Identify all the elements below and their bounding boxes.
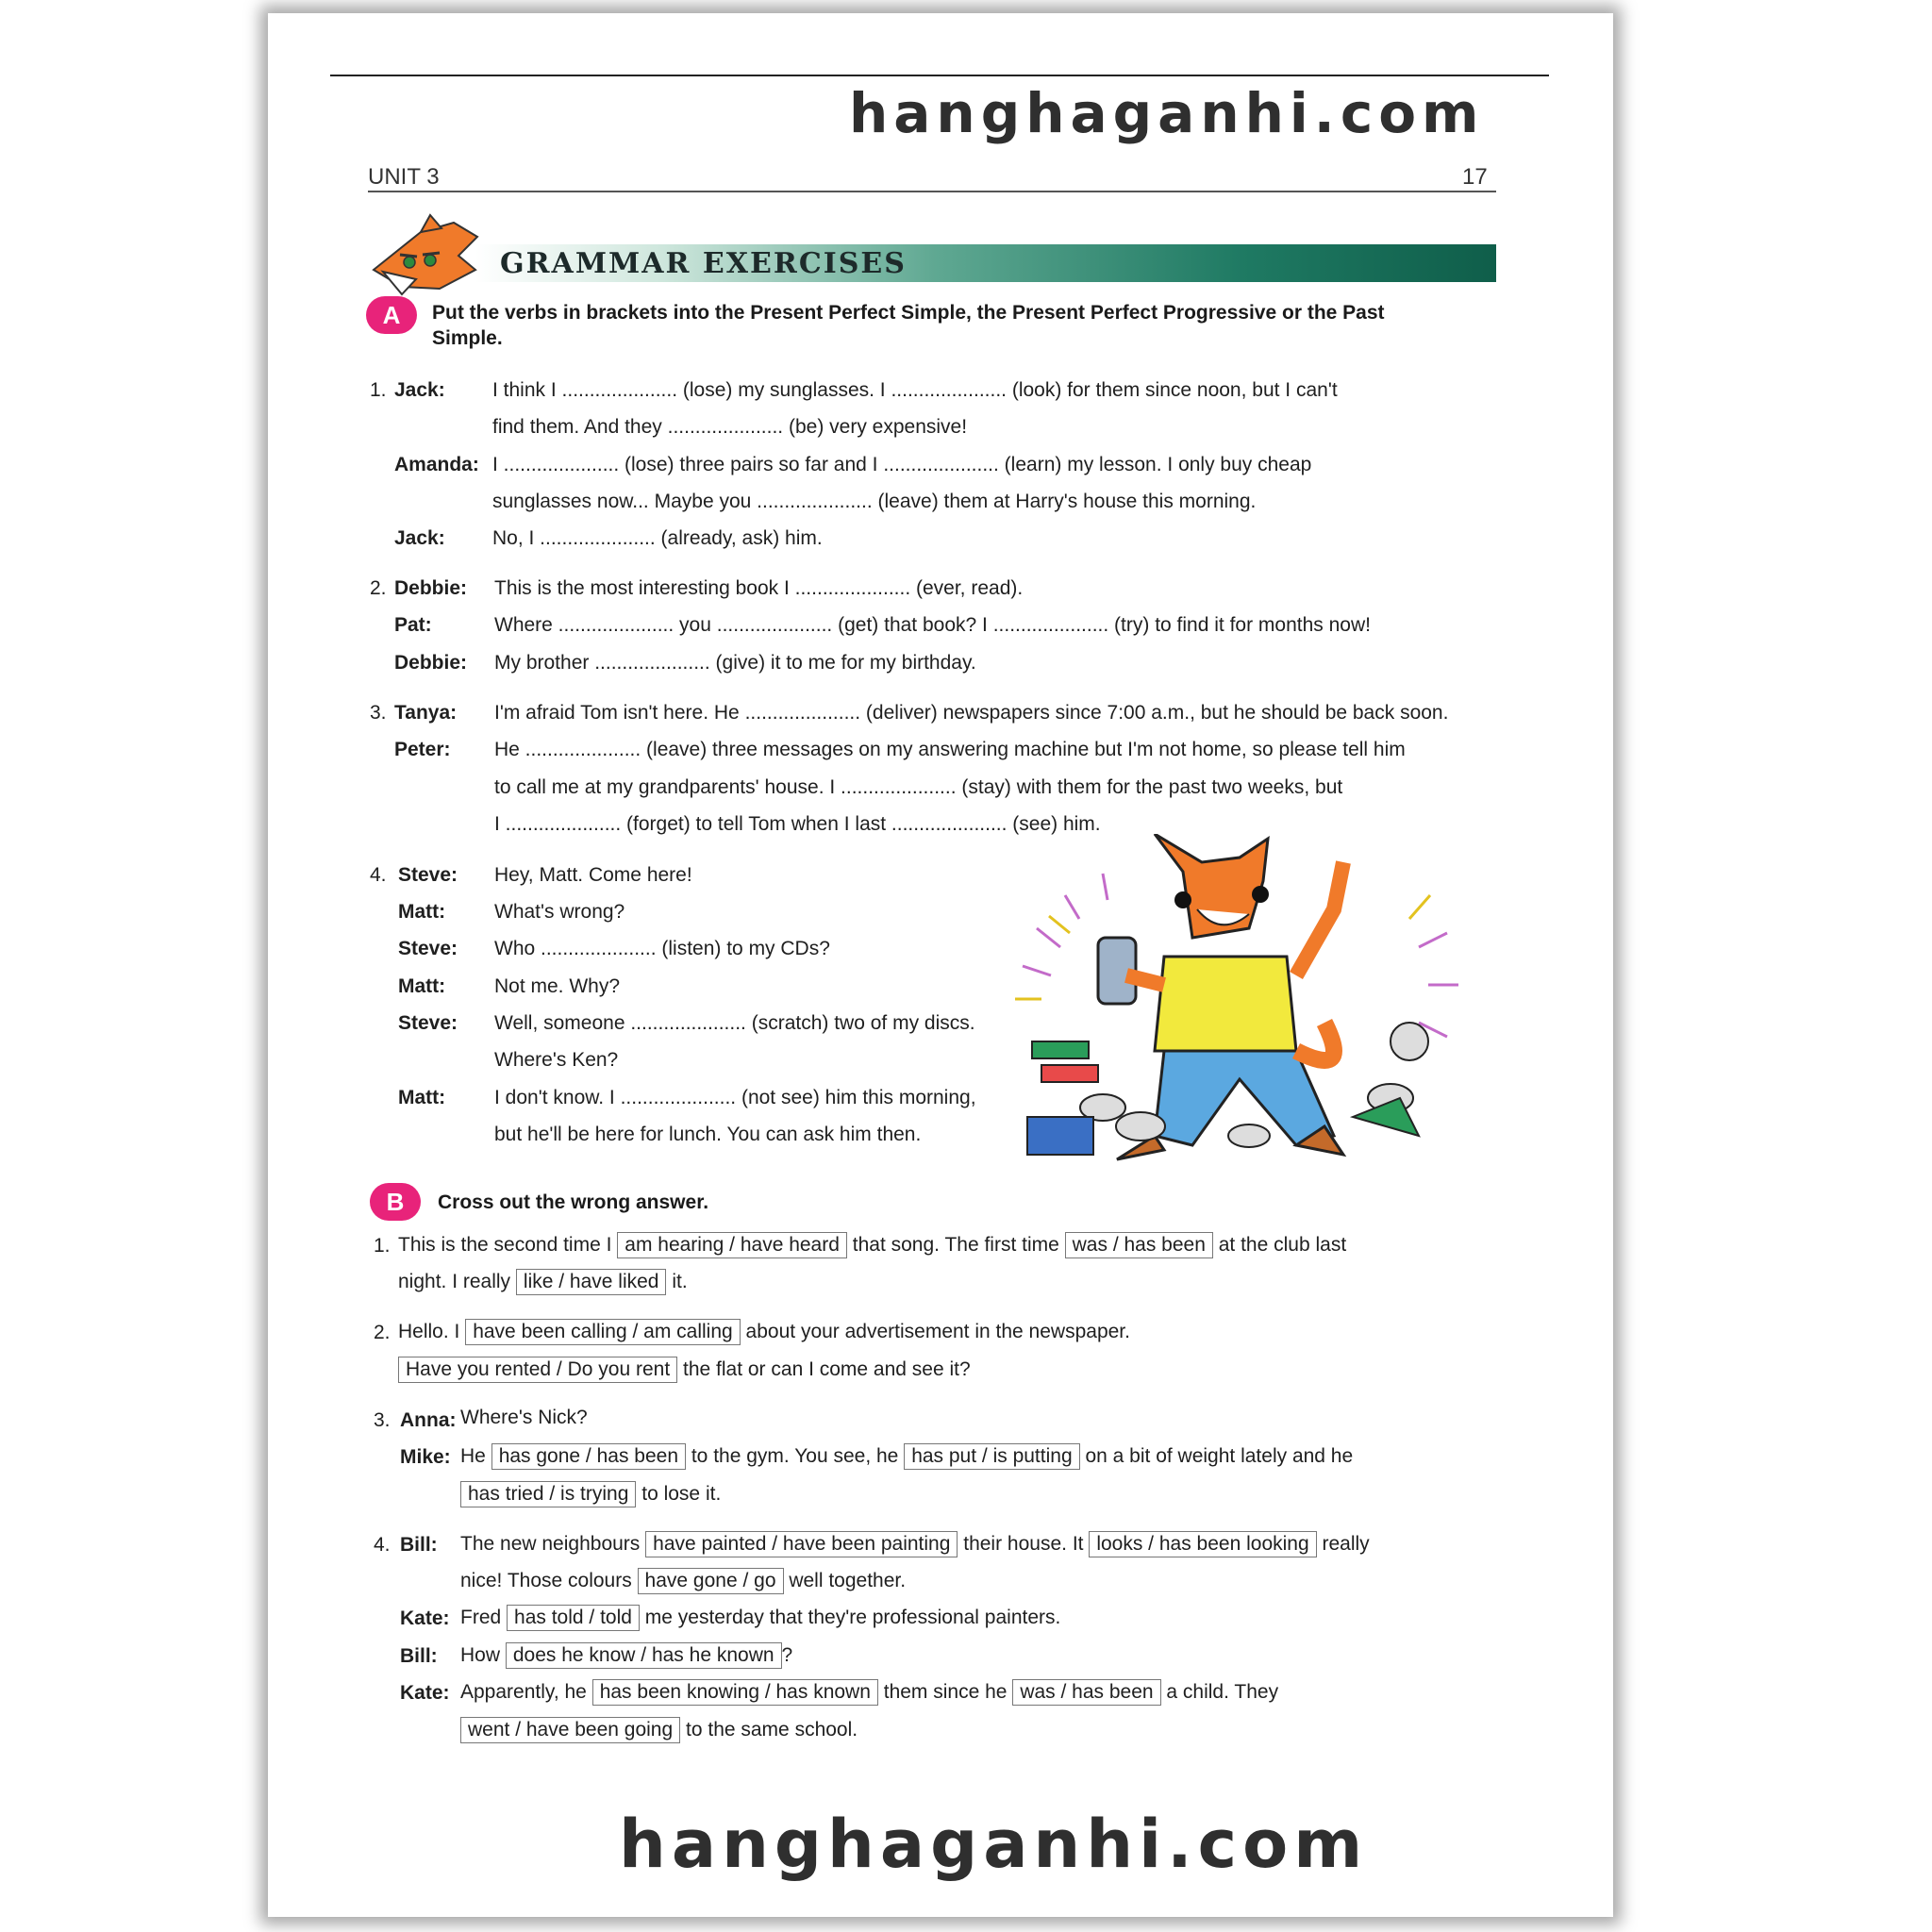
answer-choice-box[interactable]: has put / is putting (904, 1443, 1079, 1470)
answer-line (460, 1531, 1370, 1557)
speaker-label: Peter: (394, 739, 451, 760)
answer-line (398, 1269, 688, 1295)
speaker-label: Matt: (398, 1087, 446, 1108)
page-number: 17 (1462, 164, 1488, 190)
speaker-label: Mike: (400, 1446, 451, 1468)
answer-text: to lose it. (636, 1483, 722, 1505)
speaker-label: Tanya: (394, 702, 458, 724)
dialogue-line: Who ..................... (listen) to my CDs? (494, 938, 830, 959)
answer-choice-box[interactable]: has told / told (507, 1605, 640, 1631)
exercise-number: 4. (374, 1534, 391, 1556)
speaker-label: Anna: (400, 1409, 457, 1431)
answer-line (460, 1481, 721, 1507)
answer-line (460, 1679, 1278, 1706)
exercise-number: 3. (374, 1409, 391, 1431)
watermark-bottom: hanghaganhi.com (619, 1806, 1369, 1883)
exercise-number: 2. (374, 1322, 391, 1343)
speaker-label: Jack: (394, 527, 445, 549)
answer-choice-box[interactable]: was / has been (1012, 1679, 1160, 1706)
dialogue-line: I ..................... (lose) three pairs so far and I ..................... (learn) my lesson. I only buy cheap (492, 454, 1312, 475)
answer-text: Hello. I (398, 1321, 466, 1342)
answer-line (460, 1642, 792, 1669)
speaker-label: Amanda: (394, 454, 479, 475)
answer-choice-box[interactable]: went / have been going (460, 1717, 680, 1743)
dialogue-line: Well, someone ..................... (scratch) two of my discs. (494, 1012, 975, 1034)
answer-line (460, 1407, 588, 1429)
answer-text: a child. They (1160, 1681, 1279, 1703)
answer-choice-box[interactable]: has tried / is trying (460, 1481, 636, 1507)
speaker-label: Debbie: (394, 577, 468, 599)
answer-text: them since he (877, 1681, 1013, 1703)
dialogue-line: sunglasses now... Maybe you ..................... (leave) them at Harry's house this morning. (492, 491, 1257, 512)
speaker-label: Kate: (400, 1607, 450, 1629)
answer-text: at the club last (1212, 1234, 1347, 1256)
dialogue-line: What's wrong? (494, 901, 625, 923)
dialogue-line: Not me. Why? (494, 975, 621, 997)
answer-choice-box[interactable]: looks / has been looking (1089, 1531, 1316, 1557)
answer-choice-box[interactable]: does he know / has he known (506, 1642, 782, 1669)
speaker-label: Steve: (398, 864, 458, 886)
unit-divider (368, 191, 1496, 192)
answer-choice-box[interactable]: like / have liked (516, 1269, 667, 1295)
answer-choice-box[interactable]: have been calling / am calling (465, 1319, 741, 1345)
answer-line (398, 1319, 1130, 1345)
fox-with-music-player-icon (1013, 834, 1504, 1183)
speaker-label: Steve: (398, 1012, 458, 1034)
answer-choice-box[interactable]: Have you rented / Do you rent (398, 1357, 677, 1383)
answer-text: He (460, 1445, 491, 1467)
speaker-label: Pat: (394, 614, 432, 636)
answer-text: nice! Those colours (460, 1570, 638, 1591)
dialogue-line: He ..................... (leave) three messages on my answering machine but I'm not home, so please tell him (494, 739, 1406, 760)
unit-label: UNIT 3 (368, 164, 440, 190)
answer-text: that song. The first time (846, 1234, 1065, 1256)
answer-text: night. I really (398, 1271, 516, 1292)
top-divider (330, 75, 1549, 76)
banner-title: GRAMMAR EXERCISES (500, 247, 907, 280)
answer-text: on a bit of weight lately and he (1079, 1445, 1354, 1467)
speaker-label: Steve: (398, 938, 458, 959)
answer-text: the flat or can I come and see it? (677, 1358, 971, 1380)
exercise-number: 4. (370, 864, 387, 886)
section-a-badge: A (366, 296, 417, 334)
dialogue-line: My brother ..................... (give) it to me for my birthday. (494, 652, 976, 674)
answer-text: really (1316, 1533, 1370, 1555)
fox-head-icon (364, 213, 487, 300)
answer-choice-box[interactable]: has been knowing / has known (592, 1679, 878, 1706)
answer-text: well together. (783, 1570, 907, 1591)
section-b-badge: B (370, 1183, 421, 1221)
answer-choice-box[interactable]: was / has been (1065, 1232, 1213, 1258)
answer-line (460, 1568, 906, 1594)
dialogue-line: but he'll be here for lunch. You can ask him then. (494, 1124, 922, 1145)
answer-text: How (460, 1644, 506, 1666)
speaker-label: Jack: (394, 379, 445, 401)
book-page (268, 13, 1613, 1917)
speaker-label: Matt: (398, 975, 446, 997)
answer-text: to the gym. You see, he (686, 1445, 905, 1467)
answer-text: about your advertisement in the newspaper. (740, 1321, 1130, 1342)
speaker-label: Bill: (400, 1645, 438, 1667)
dialogue-line: Where's Ken? (494, 1049, 619, 1071)
section-a-instruction: Put the verbs in brackets into the Present Perfect Simple, the Present Perfect Progressive or the Past Simple. (432, 302, 1385, 349)
dialogue-line: I ..................... (forget) to tell Tom when I last ..................... (see) him. (494, 813, 1101, 835)
answer-line (398, 1357, 971, 1383)
answer-text: to the same school. (680, 1719, 858, 1740)
answer-text: it. (666, 1271, 688, 1292)
speaker-label: Matt: (398, 901, 446, 923)
answer-text: Apparently, he (460, 1681, 592, 1703)
answer-line (460, 1443, 1353, 1470)
speaker-label: Kate: (400, 1682, 450, 1704)
dialogue-line: This is the most interesting book I ..................... (ever, read). (494, 577, 1024, 599)
speaker-label: Bill: (400, 1534, 438, 1556)
dialogue-line: to call me at my grandparents' house. I ..................... (stay) with them for the past two weeks, but (494, 776, 1343, 798)
answer-text: This is the second time I (398, 1234, 618, 1256)
answer-text: Where's Nick? (460, 1407, 588, 1428)
dialogue-line: find them. And they ..................... (be) very expensive! (492, 416, 968, 438)
section-b-instruction: Cross out the wrong answer. (438, 1191, 709, 1213)
exercise-number: 3. (370, 702, 387, 724)
answer-choice-box[interactable]: has gone / has been (491, 1443, 686, 1470)
answer-line (398, 1232, 1346, 1258)
exercise-number: 1. (370, 379, 387, 401)
dialogue-line: I don't know. I ..................... (not see) him this morning, (494, 1087, 976, 1108)
answer-text: The new neighbours (460, 1533, 646, 1555)
answer-choice-box[interactable]: have gone / go (638, 1568, 784, 1594)
exercise-number: 1. (374, 1235, 391, 1257)
answer-line (460, 1717, 858, 1743)
answer-choice-box[interactable]: have painted / have been painting (645, 1531, 958, 1557)
exercise-number: 2. (370, 577, 387, 599)
answer-text: ? (781, 1644, 793, 1666)
dialogue-line: I'm afraid Tom isn't here. He ..................... (deliver) newspapers since 7:00 a.m., but he should be back soon. (494, 702, 1449, 724)
dialogue-line: Hey, Matt. Come here! (494, 864, 692, 886)
answer-text: me yesterday that they're professional painters. (639, 1607, 1061, 1628)
speaker-label: Debbie: (394, 652, 468, 674)
dialogue-line: Where ..................... you ..................... (get) that book? I ..................... (try) to find it for months now! (494, 614, 1371, 636)
watermark-top: hanghaganhi.com (849, 81, 1485, 145)
answer-text: Fred (460, 1607, 508, 1628)
answer-text: their house. It (958, 1533, 1090, 1555)
dialogue-line: No, I ..................... (already, ask) him. (492, 527, 823, 549)
answer-choice-box[interactable]: am hearing / have heard (617, 1232, 847, 1258)
answer-line (460, 1605, 1060, 1631)
dialogue-line: I think I ..................... (lose) my sunglasses. I ..................... (look) for them since noon, but I can't (492, 379, 1338, 401)
